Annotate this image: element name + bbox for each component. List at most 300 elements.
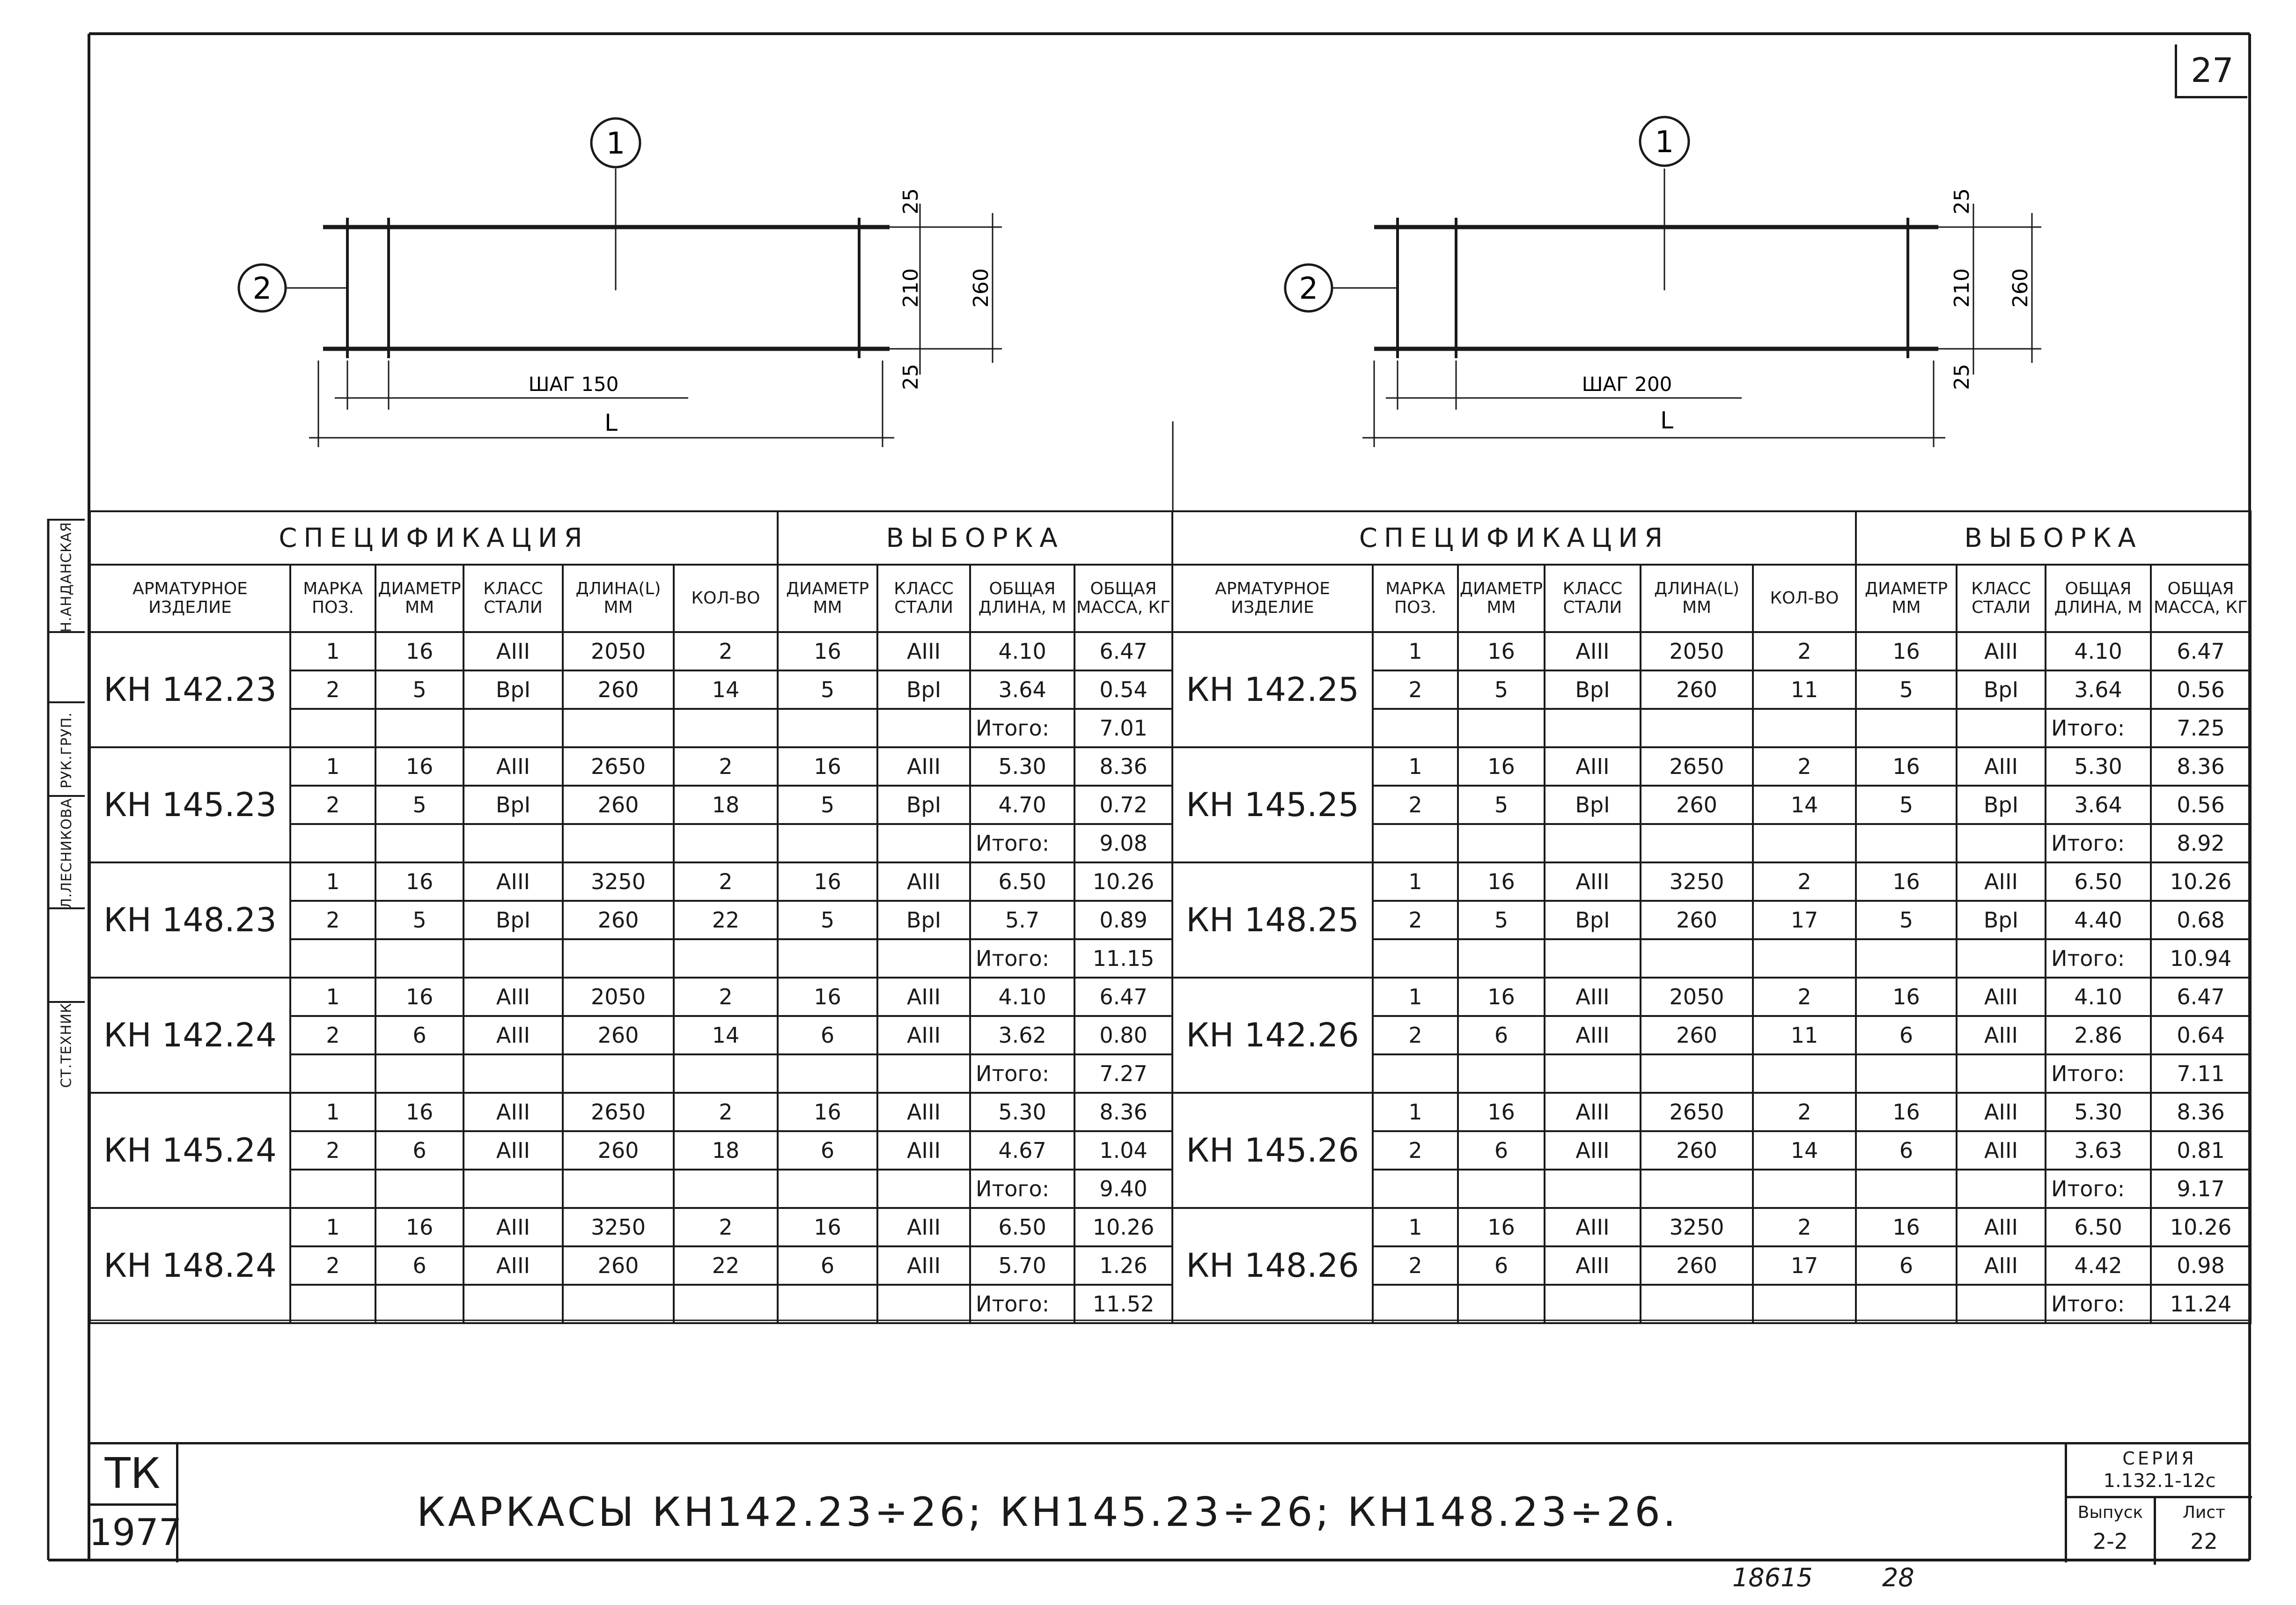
table-cell	[1545, 1054, 1641, 1093]
table-row	[90, 862, 1172, 901]
table-row	[90, 632, 1172, 670]
table-cell: 2	[1373, 1016, 1458, 1054]
product-mark: КН 142.23	[90, 632, 290, 747]
table-cell	[778, 939, 877, 978]
product-mark: КН 148.25	[1172, 862, 1373, 978]
table-cell: 5	[1856, 786, 1957, 824]
table-cell	[1856, 1170, 1957, 1208]
table-cell: АIII	[877, 862, 970, 901]
table-cell	[1753, 709, 1856, 747]
table-cell	[1373, 709, 1458, 747]
table-cell: 10.26	[1074, 862, 1172, 901]
table-cell: АIII	[1545, 862, 1641, 901]
table-cell	[563, 939, 674, 978]
table-cell: 2	[674, 747, 778, 786]
series-label: СЕРИЯ	[2122, 1448, 2197, 1469]
table-cell: АIII	[464, 632, 563, 670]
table-cell: 16	[1458, 747, 1545, 786]
table-cell: 2	[674, 1093, 778, 1131]
table-cell: 1.04	[1074, 1131, 1172, 1170]
table-cell	[290, 1285, 375, 1323]
callout-2-left: 2	[252, 272, 272, 306]
table-cell	[375, 939, 464, 978]
table-cell: 5	[778, 670, 877, 709]
table-row	[1172, 1093, 2251, 1131]
table-cell	[1458, 939, 1545, 978]
table-cell: 2	[1753, 862, 1856, 901]
table-cell: АIII	[464, 747, 563, 786]
table-cell: 1	[290, 978, 375, 1016]
table-cell	[1957, 709, 2046, 747]
spec-header: СПЕЦИФИКАЦИЯ	[90, 511, 778, 565]
table-cell	[563, 709, 674, 747]
table-cell: 0.56	[2151, 670, 2251, 709]
table-cell: 1	[1373, 862, 1458, 901]
table-cell: 16	[375, 632, 464, 670]
table-cell: 260	[563, 670, 674, 709]
table-cell	[1641, 1054, 1753, 1093]
col-header: ОБЩАЯ ДЛИНА, М	[970, 565, 1074, 632]
table-cell: 5	[778, 901, 877, 939]
table-cell	[290, 709, 375, 747]
table-cell: 3250	[563, 1208, 674, 1246]
table-cell: 8.36	[1074, 747, 1172, 786]
table-cell: 2	[290, 1131, 375, 1170]
table-cell: АIII	[1957, 1208, 2046, 1246]
col-header: КЛАСС СТАЛИ	[1545, 565, 1641, 632]
table-cell: 2	[290, 1016, 375, 1054]
table-cell	[877, 709, 970, 747]
table-cell: 22	[674, 1246, 778, 1285]
table-cell	[375, 824, 464, 862]
table-cell: 7.11	[2151, 1054, 2251, 1093]
table-cell: 6	[1458, 1131, 1545, 1170]
table-cell: 5.30	[970, 1093, 1074, 1131]
col-header: ОБЩАЯ МАССА, КГ	[1074, 565, 1172, 632]
table-cell	[1856, 709, 1957, 747]
table-cell: BpI	[464, 786, 563, 824]
table-cell: 16	[1856, 1093, 1957, 1131]
table-cell: 6	[375, 1246, 464, 1285]
table-cell: 1	[290, 862, 375, 901]
table-cell	[877, 1170, 970, 1208]
col-header: ОБЩАЯ ДЛИНА, М	[2046, 565, 2151, 632]
table-cell	[563, 1054, 674, 1093]
table-cell: 5	[375, 670, 464, 709]
table-cell: АIII	[464, 1131, 563, 1170]
table-cell: 2050	[1641, 632, 1753, 670]
table-cell	[1373, 1285, 1458, 1323]
table-cell	[1373, 824, 1458, 862]
table-cell: 5	[1458, 786, 1545, 824]
table-cell: АIII	[877, 1131, 970, 1170]
product-mark: КН 145.26	[1172, 1093, 1373, 1208]
table-cell	[1545, 1285, 1641, 1323]
org-code: ТК	[89, 1444, 178, 1506]
table-cell: BpI	[1957, 901, 2046, 939]
table-cell: АIII	[464, 978, 563, 1016]
table-cell	[563, 1285, 674, 1323]
table-cell: 16	[375, 1208, 464, 1246]
table-cell: 16	[1856, 862, 1957, 901]
table-cell	[290, 939, 375, 978]
table-cell: 6	[1856, 1016, 1957, 1054]
table-cell: 1	[290, 1208, 375, 1246]
table-row	[90, 1093, 1172, 1131]
table-cell: 5	[1458, 901, 1545, 939]
table-cell: 5	[1458, 670, 1545, 709]
table-cell: 5	[1856, 901, 1957, 939]
table-cell: 6.47	[1074, 978, 1172, 1016]
table-cell: АIII	[1545, 1246, 1641, 1285]
drawing-title: КАРКАСЫ КН142.23÷26; КН145.23÷26; КН148.23÷26.	[417, 1489, 1679, 1536]
stamp-signature	[48, 631, 85, 703]
table-cell: 2650	[563, 1093, 674, 1131]
dim-top-left: 25	[899, 188, 923, 214]
table-cell	[674, 1170, 778, 1208]
table-cell: 1	[1373, 632, 1458, 670]
table-cell: АIII	[464, 1208, 563, 1246]
table-cell: 2650	[563, 747, 674, 786]
table-cell	[1641, 1285, 1753, 1323]
table-cell: 5	[375, 901, 464, 939]
table-cell: 2	[674, 632, 778, 670]
table-cell	[1957, 1285, 2046, 1323]
table-cell: 8.92	[2151, 824, 2251, 862]
table-cell: 17	[1753, 901, 1856, 939]
dim-total-right: 260	[2009, 268, 2032, 308]
col-header: МАРКА ПОЗ.	[290, 565, 375, 632]
table-cell: 260	[563, 1246, 674, 1285]
table-cell: 10.26	[2151, 1208, 2251, 1246]
table-cell: 16	[375, 978, 464, 1016]
table-cell: 4.40	[2046, 901, 2151, 939]
total-label: Итого:	[970, 1054, 1074, 1093]
total-label: Итого:	[970, 1285, 1074, 1323]
stamp-signature	[48, 907, 85, 1003]
product-mark: КН 148.23	[90, 862, 290, 978]
table-cell: 2	[1753, 1208, 1856, 1246]
table-cell: 1.26	[1074, 1246, 1172, 1285]
sheet-value: 22	[2190, 1529, 2218, 1554]
table-cell: 2	[1753, 1093, 1856, 1131]
table-cell	[1957, 824, 2046, 862]
table-cell	[778, 824, 877, 862]
table-cell	[375, 1054, 464, 1093]
table-cell: 2	[1373, 786, 1458, 824]
table-cell	[1957, 1054, 2046, 1093]
table-cell: 4.10	[970, 978, 1074, 1016]
total-label: Итого:	[2046, 824, 2151, 862]
table-cell: 2.86	[2046, 1016, 2151, 1054]
table-cell: 6.47	[2151, 632, 2251, 670]
table-cell: 4.70	[970, 786, 1074, 824]
table-cell: BpI	[464, 901, 563, 939]
table-cell: 14	[674, 670, 778, 709]
table-cell	[464, 939, 563, 978]
table-cell: 2	[1753, 978, 1856, 1016]
table-cell: АIII	[1957, 1246, 2046, 1285]
table-cell: АIII	[464, 1093, 563, 1131]
table-cell: 11	[1753, 670, 1856, 709]
table-cell	[778, 1285, 877, 1323]
step-label-right: ШАГ 200	[1582, 373, 1672, 396]
product-mark: КН 142.25	[1172, 632, 1373, 747]
table-cell: АIII	[877, 1208, 970, 1246]
title-block	[89, 1442, 2250, 1562]
table-cell	[674, 709, 778, 747]
spec-header: СПЕЦИФИКАЦИЯ	[1172, 511, 1856, 565]
issue-label: Выпуск	[2077, 1503, 2143, 1522]
table-cell: BpI	[1957, 670, 2046, 709]
table-row	[1172, 862, 2251, 901]
table-cell	[464, 1054, 563, 1093]
table-cell: 16	[1458, 1208, 1545, 1246]
col-header: ДЛИНА(L) ММ	[1641, 565, 1753, 632]
page-number: 27	[2175, 44, 2247, 98]
table-cell: 3.64	[970, 670, 1074, 709]
table-cell: АIII	[1957, 862, 2046, 901]
table-cell: BpI	[877, 786, 970, 824]
table-cell	[375, 1285, 464, 1323]
table-cell: 16	[1856, 978, 1957, 1016]
table-cell: АIII	[1957, 978, 2046, 1016]
issue-cell	[2067, 1498, 2156, 1565]
product-mark: КН 145.24	[90, 1093, 290, 1208]
table-cell: 0.54	[1074, 670, 1172, 709]
col-header: ДИАМЕТР ММ	[375, 565, 464, 632]
table-cell	[1641, 1170, 1753, 1208]
table-cell: BpI	[464, 670, 563, 709]
table-cell	[1458, 1170, 1545, 1208]
product-mark: КН 145.25	[1172, 747, 1373, 862]
table-cell: АIII	[1545, 1131, 1641, 1170]
table-cell	[778, 1170, 877, 1208]
step-label-left: ШАГ 150	[528, 373, 619, 396]
product-mark: КН 142.26	[1172, 978, 1373, 1093]
specification-table-right	[1171, 510, 2252, 1324]
table-cell	[877, 939, 970, 978]
table-cell: 14	[1753, 1131, 1856, 1170]
table-cell: 1	[290, 632, 375, 670]
table-cell: 3.64	[2046, 786, 2151, 824]
table-cell: 4.67	[970, 1131, 1074, 1170]
table-cell: 2	[1753, 747, 1856, 786]
table-cell: 9.08	[1074, 824, 1172, 862]
table-row	[1172, 747, 2251, 786]
table-cell: 4.10	[970, 632, 1074, 670]
stamp-cell: СТ.ТЕХНИК	[48, 1001, 85, 1087]
table-cell: 14	[674, 1016, 778, 1054]
table-cell	[1458, 1285, 1545, 1323]
table-cell: 0.98	[2151, 1246, 2251, 1285]
table-cell	[1545, 824, 1641, 862]
table-cell	[563, 824, 674, 862]
col-header: ДЛИНА(L) ММ	[563, 565, 674, 632]
series-box	[2065, 1444, 2252, 1562]
table-cell: АIII	[877, 1093, 970, 1131]
table-cell: BpI	[1545, 670, 1641, 709]
page-counter: 28	[1882, 1563, 1914, 1592]
stamp-cell: Н.АНДАНСКАЯ	[48, 519, 85, 633]
table-cell: 0.80	[1074, 1016, 1172, 1054]
table-cell	[778, 1054, 877, 1093]
table-cell	[1856, 1054, 1957, 1093]
table-cell: АIII	[1957, 1131, 2046, 1170]
table-cell: 1	[1373, 1093, 1458, 1131]
table-cell: 22	[674, 901, 778, 939]
table-cell: 6.47	[1074, 632, 1172, 670]
table-cell: 3250	[1641, 862, 1753, 901]
table-cell	[1856, 824, 1957, 862]
table-cell: 2	[290, 786, 375, 824]
table-cell: 16	[778, 978, 877, 1016]
table-cell: 16	[375, 862, 464, 901]
table-cell	[1458, 1054, 1545, 1093]
table-cell: АIII	[1957, 1016, 2046, 1054]
table-cell: 6	[375, 1016, 464, 1054]
table-cell: 16	[1458, 978, 1545, 1016]
col-header: КОЛ-ВО	[1753, 565, 1856, 632]
table-cell: 2	[1373, 1131, 1458, 1170]
table-cell: BpI	[1957, 786, 2046, 824]
table-cell: АIII	[464, 1246, 563, 1285]
table-cell: 5.30	[2046, 747, 2151, 786]
table-cell: 1	[290, 1093, 375, 1131]
table-cell	[290, 1170, 375, 1208]
table-cell: АIII	[1545, 1093, 1641, 1131]
table-row	[1172, 632, 2251, 670]
table-cell: 11.15	[1074, 939, 1172, 978]
length-label-right: L	[1660, 407, 1673, 434]
table-cell	[563, 1170, 674, 1208]
table-cell: АIII	[1957, 632, 2046, 670]
table-cell	[674, 1054, 778, 1093]
table-cell: 2	[674, 978, 778, 1016]
table-cell: 260	[563, 786, 674, 824]
table-cell	[674, 824, 778, 862]
table-cell: 6	[778, 1246, 877, 1285]
total-label: Итого:	[970, 1170, 1074, 1208]
table-cell: 6	[1458, 1016, 1545, 1054]
length-label-left: L	[604, 409, 618, 436]
col-header: АРМАТУРНОЕ ИЗДЕЛИЕ	[90, 565, 290, 632]
table-cell: 4.42	[2046, 1246, 2151, 1285]
table-cell: 6	[778, 1016, 877, 1054]
total-label: Итого:	[2046, 1054, 2151, 1093]
total-label: Итого:	[2046, 1170, 2151, 1208]
table-cell: 6.50	[2046, 862, 2151, 901]
table-cell	[1545, 709, 1641, 747]
table-cell: 2	[290, 1246, 375, 1285]
stamp-cell: Л.ЛЕСНИКОВА	[48, 795, 85, 909]
issue-value: 2-2	[2092, 1529, 2128, 1554]
table-cell: 4.10	[2046, 632, 2151, 670]
table-cell	[1957, 1170, 2046, 1208]
table-cell	[1458, 824, 1545, 862]
table-cell: 7.01	[1074, 709, 1172, 747]
table-cell: АIII	[1545, 632, 1641, 670]
table-cell: 16	[778, 1093, 877, 1131]
table-cell: BpI	[877, 670, 970, 709]
table-cell: 260	[1641, 1246, 1753, 1285]
table-cell: АIII	[877, 1016, 970, 1054]
table-cell	[1545, 939, 1641, 978]
table-cell	[674, 939, 778, 978]
table-cell: АIII	[1545, 978, 1641, 1016]
table-cell: 11	[1753, 1016, 1856, 1054]
table-cell: 5.70	[970, 1246, 1074, 1285]
table-row	[90, 747, 1172, 786]
table-cell: 9.17	[2151, 1170, 2251, 1208]
table-row	[1172, 1208, 2251, 1246]
table-cell: 8.36	[2151, 747, 2251, 786]
table-cell	[778, 709, 877, 747]
table-cell: 3250	[563, 862, 674, 901]
table-cell: 260	[1641, 786, 1753, 824]
table-cell	[1856, 1285, 1957, 1323]
table-cell: 260	[563, 1016, 674, 1054]
table-cell	[464, 1170, 563, 1208]
table-cell: 16	[1458, 632, 1545, 670]
table-cell: BpI	[1545, 901, 1641, 939]
table-cell: 2650	[1641, 1093, 1753, 1131]
table-cell: 8.36	[2151, 1093, 2251, 1131]
table-cell: 0.81	[2151, 1131, 2251, 1170]
table-cell: 6	[778, 1131, 877, 1170]
table-cell: 1	[1373, 978, 1458, 1016]
table-cell: АIII	[1545, 747, 1641, 786]
table-cell: BpI	[1545, 786, 1641, 824]
product-mark: КН 142.24	[90, 978, 290, 1093]
table-cell: 6.50	[2046, 1208, 2151, 1246]
table-cell: 2	[290, 670, 375, 709]
table-cell: 2	[674, 862, 778, 901]
table-cell: 17	[1753, 1246, 1856, 1285]
table-cell: 9.40	[1074, 1170, 1172, 1208]
table-cell: АIII	[1545, 1016, 1641, 1054]
table-cell	[1373, 1170, 1458, 1208]
dim-total-left: 260	[969, 268, 993, 308]
table-cell: 260	[1641, 1016, 1753, 1054]
col-header: КЛАСС СТАЛИ	[1957, 565, 2046, 632]
year: 1977	[89, 1503, 178, 1562]
table-cell: 5	[778, 786, 877, 824]
product-mark: КН 148.26	[1172, 1208, 1373, 1323]
product-mark: КН 145.23	[90, 747, 290, 862]
table-cell	[290, 1054, 375, 1093]
table-cell: 5.7	[970, 901, 1074, 939]
col-header: ДИАМЕТР ММ	[1856, 565, 1957, 632]
table-cell: 5.30	[970, 747, 1074, 786]
col-header: КЛАСС СТАЛИ	[464, 565, 563, 632]
table-cell: 11.52	[1074, 1285, 1172, 1323]
col-header: КОЛ-ВО	[674, 565, 778, 632]
col-header: ОБЩАЯ МАССА, КГ	[2151, 565, 2251, 632]
table-cell: 16	[375, 747, 464, 786]
table-cell: 6.50	[970, 1208, 1074, 1246]
table-cell: 0.56	[2151, 786, 2251, 824]
table-cell: 0.72	[1074, 786, 1172, 824]
table-cell: 2	[290, 901, 375, 939]
vyborka-header: ВЫБОРКА	[1856, 511, 2251, 565]
callout-1-left: 1	[606, 126, 626, 161]
table-cell: 11.24	[2151, 1285, 2251, 1323]
table-cell: 2	[1753, 632, 1856, 670]
table-row	[90, 978, 1172, 1016]
table-cell: 1	[1373, 747, 1458, 786]
table-cell: 16	[1856, 1208, 1957, 1246]
